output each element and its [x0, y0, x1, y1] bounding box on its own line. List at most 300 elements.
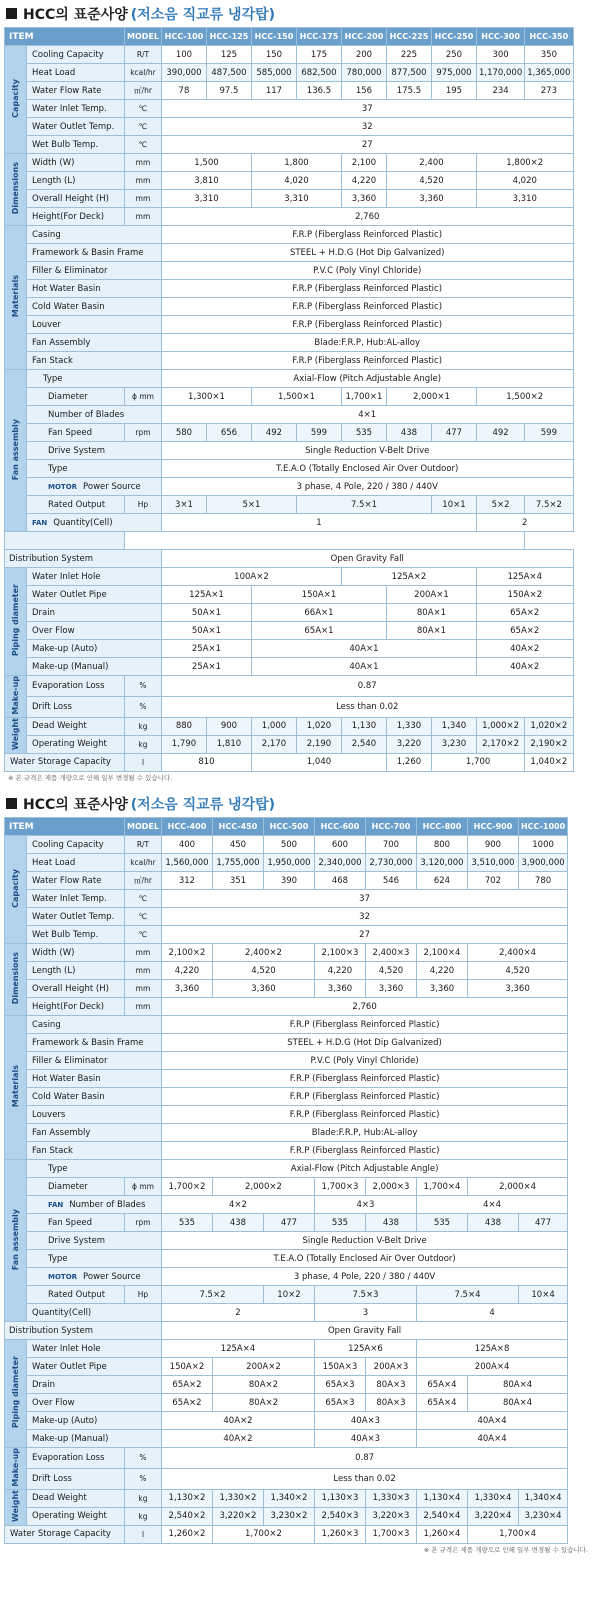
row-label: Framework & Basin Frame	[27, 1034, 162, 1052]
row-label: Type	[27, 1160, 162, 1178]
value-cell: 1,755,000	[212, 854, 263, 872]
value-cell: 125A×6	[314, 1340, 416, 1358]
table-row	[5, 1322, 568, 1340]
value-cell: 25A×1	[161, 658, 251, 676]
model-name: HCC-800	[416, 818, 467, 836]
spec-table-2	[4, 817, 568, 1544]
value-cell: 3,310	[251, 190, 341, 208]
value-cell: F.R.P (Fiberglass Reinforced Plastic)	[161, 352, 573, 370]
group-materials: Materials	[5, 1016, 27, 1160]
value-cell: 2,170	[251, 735, 296, 753]
value-cell: 535	[416, 1214, 467, 1232]
model-name: HCC-250	[431, 28, 476, 46]
group-capacity: Capacity	[5, 836, 27, 944]
group-weight: Weight	[5, 1489, 27, 1525]
value-cell: 80A×3	[365, 1394, 416, 1412]
table-row	[5, 244, 574, 262]
model-name: HCC-100	[161, 28, 206, 46]
table-row	[5, 550, 574, 568]
row-label	[5, 532, 125, 550]
row-label: Heat Load	[27, 854, 125, 872]
value-cell: 0.87	[161, 1448, 567, 1469]
table-row	[5, 1232, 568, 1250]
value-cell: 2,190×2	[525, 735, 573, 753]
table-row	[5, 1304, 568, 1322]
value-cell: 7.5×1	[296, 496, 431, 514]
value-cell: 3,360	[365, 980, 416, 998]
group-fan-assembly: Fan assembly	[5, 370, 27, 532]
item-header: ITEM	[5, 818, 125, 836]
value-cell: 40A×1	[251, 658, 476, 676]
row-unit: R/T	[125, 46, 162, 64]
value-cell: 438	[212, 1214, 263, 1232]
value-cell: Single Reduction V-Belt Drive	[161, 442, 573, 460]
value-cell: 200A×4	[416, 1358, 567, 1376]
value-cell: 1,700×4	[416, 1178, 467, 1196]
value-cell: 66A×1	[251, 604, 386, 622]
value-cell: 273	[525, 82, 573, 100]
table-row	[5, 1358, 568, 1376]
value-cell: 535	[314, 1214, 365, 1232]
value-cell: 2,170×2	[476, 735, 524, 753]
value-cell: 477	[518, 1214, 567, 1232]
value-cell: 2,400×3	[365, 944, 416, 962]
table-row	[5, 1214, 568, 1232]
value-cell: 4,220	[341, 172, 386, 190]
row-label: Type	[27, 370, 162, 388]
value-cell: 80A×2	[212, 1376, 314, 1394]
header-row	[5, 28, 574, 46]
value-cell: F.R.P (Fiberglass Reinforced Plastic)	[161, 298, 573, 316]
value-cell: 1,260×3	[314, 1525, 365, 1543]
table-row	[5, 280, 574, 298]
value-cell: 312	[161, 872, 212, 890]
row-label: Cooling Capacity	[27, 836, 125, 854]
value-cell: 780,000	[341, 64, 386, 82]
row-label: Louver	[27, 316, 162, 334]
model-name: HCC-450	[212, 818, 263, 836]
value-cell: 27	[161, 136, 573, 154]
row-label: Drain	[27, 1376, 162, 1394]
value-cell: 682,500	[296, 64, 341, 82]
row-unit: %	[125, 1448, 162, 1469]
value-cell: 7.5×4	[416, 1286, 518, 1304]
model-name: HCC-175	[296, 28, 341, 46]
table-row	[5, 388, 574, 406]
value-cell: 3,810	[161, 172, 251, 190]
value-cell: 4×2	[161, 1196, 314, 1214]
value-cell: 50A×1	[161, 622, 251, 640]
table-row	[5, 64, 574, 82]
value-cell: 1,130×2	[161, 1489, 212, 1507]
table-row	[5, 82, 574, 100]
table-row	[5, 735, 574, 753]
value-cell: 175	[296, 46, 341, 64]
row-label: Cold Water Basin	[27, 1088, 162, 1106]
row-label: Type	[27, 460, 162, 478]
spec-table-1	[4, 27, 574, 772]
value-cell: 80A×4	[467, 1376, 567, 1394]
value-cell: 3×1	[161, 496, 206, 514]
group-capacity: Capacity	[5, 46, 27, 154]
value-cell: 125A×1	[161, 586, 251, 604]
model-name: HCC-350	[525, 28, 573, 46]
row-unit: R/T	[125, 836, 162, 854]
value-cell: 2,730,000	[365, 854, 416, 872]
table-row	[5, 1394, 568, 1412]
value-cell: 3,360	[161, 980, 212, 998]
row-label: Louvers	[27, 1106, 162, 1124]
value-cell: 1,340	[431, 717, 476, 735]
value-cell: 580	[161, 424, 206, 442]
table-row	[5, 1160, 568, 1178]
table-row	[5, 658, 574, 676]
group-makeup: Make-up	[5, 676, 27, 718]
value-cell: 4	[416, 1304, 567, 1322]
value-cell: Single Reduction V-Belt Drive	[161, 1232, 567, 1250]
value-cell: 1,000×2	[476, 717, 524, 735]
value-cell: 4,020	[251, 172, 341, 190]
value-cell: 4×1	[161, 406, 573, 424]
row-label: Water Outlet Pipe	[27, 1358, 162, 1376]
row-unit: Hp	[125, 1286, 162, 1304]
value-cell: 1,130	[341, 717, 386, 735]
row-label: Drift Loss	[27, 696, 125, 717]
title-sub: (저소음 직교류 냉각탑)	[130, 6, 276, 23]
value-cell: 4×4	[416, 1196, 567, 1214]
model-name: HCC-150	[251, 28, 296, 46]
table-row	[5, 1178, 568, 1196]
value-cell: 1,700×2	[212, 1525, 314, 1543]
table-row	[5, 1268, 568, 1286]
row-label: Make-up (Manual)	[27, 1430, 162, 1448]
value-cell: 351	[212, 872, 263, 890]
table-row	[5, 604, 574, 622]
value-cell: 900	[206, 717, 251, 735]
value-cell: 2,000×2	[212, 1178, 314, 1196]
table-row	[5, 154, 574, 172]
model-name: HCC-400	[161, 818, 212, 836]
value-cell: 2,540	[341, 735, 386, 753]
title-main: HCC의 표준사양	[23, 796, 128, 813]
row-label: Drive System	[27, 1232, 162, 1250]
group-piping: Piping diameter	[5, 1340, 27, 1448]
fan-group-label: FAN	[32, 518, 48, 527]
spacer-cell	[125, 532, 525, 550]
value-cell: 2,100	[341, 154, 386, 172]
value-cell: 40A×2	[476, 658, 573, 676]
value-cell: 2,400×2	[212, 944, 314, 962]
value-cell: 7.5×3	[314, 1286, 416, 1304]
model-header: MODEL	[125, 818, 162, 836]
value-cell: 10×2	[263, 1286, 314, 1304]
value-cell: 80A×2	[212, 1394, 314, 1412]
value-cell: 1,700×3	[365, 1525, 416, 1543]
value-cell: 80A×4	[467, 1394, 567, 1412]
row-label: Evaporation Loss	[27, 676, 125, 697]
value-cell: 3,360	[467, 980, 567, 998]
value-cell: 3,220×3	[365, 1507, 416, 1525]
model-name: HCC-500	[263, 818, 314, 836]
value-cell: 3,510,000	[467, 854, 518, 872]
table-row	[5, 717, 574, 735]
value-cell: 65A×2	[161, 1394, 212, 1412]
row-label: Over Flow	[27, 1394, 162, 1412]
value-cell: 5×2	[476, 496, 524, 514]
value-cell: 1,560,000	[161, 854, 212, 872]
row-label: Water Outlet Temp.	[27, 118, 125, 136]
row-unit: ℃	[125, 926, 162, 944]
header-row	[5, 818, 568, 836]
value-cell: 300	[476, 46, 524, 64]
value-cell: 3,230	[431, 735, 476, 753]
value-cell: 150A×1	[251, 586, 386, 604]
value-cell: 1000	[518, 836, 567, 854]
row-unit: %	[125, 1468, 162, 1489]
value-cell: 65A×2	[476, 604, 573, 622]
title-sub: (저소음 직교류 냉각탑)	[130, 796, 276, 813]
value-cell: Axial-Flow (Pitch Adjustable Angle)	[161, 1160, 567, 1178]
table-row	[5, 1106, 568, 1124]
value-cell: 25A×1	[161, 640, 251, 658]
table-row	[5, 908, 568, 926]
value-cell: 1,340×4	[518, 1489, 567, 1507]
row-label: Overall Height (H)	[27, 980, 125, 998]
row-label: Height(For Deck)	[27, 998, 125, 1016]
model-name: HCC-300	[476, 28, 524, 46]
group-dimensions: Dimensions	[5, 154, 27, 226]
value-cell: 200A×1	[386, 586, 476, 604]
value-cell: 468	[314, 872, 365, 890]
row-unit: ㎥/hr	[125, 82, 162, 100]
row-label: Width (W)	[27, 154, 125, 172]
model-name: HCC-600	[314, 818, 365, 836]
model-name: HCC-200	[341, 28, 386, 46]
row-unit: ϕ mm	[125, 388, 162, 406]
value-cell: 4,220	[314, 962, 365, 980]
value-cell: 0.87	[161, 676, 573, 697]
value-cell: 4,220	[161, 962, 212, 980]
value-cell: 125A×2	[341, 568, 476, 586]
row-unit: ㎥/hr	[125, 872, 162, 890]
value-cell: 1,130×4	[416, 1489, 467, 1507]
table-row	[5, 1124, 568, 1142]
value-cell: 450	[212, 836, 263, 854]
table-row	[5, 998, 568, 1016]
value-cell: 438	[386, 424, 431, 442]
value-cell: 150A×3	[314, 1358, 365, 1376]
row-label: Cooling Capacity	[27, 46, 125, 64]
row-unit: rpm	[125, 1214, 162, 1232]
value-cell: 100A×2	[161, 568, 341, 586]
value-cell: 3,900,000	[518, 854, 567, 872]
value-cell: 1,040×2	[525, 753, 573, 771]
row-label: Wet Bulb Temp.	[27, 926, 125, 944]
spec-section-2	[0, 790, 602, 1600]
group-fan-assembly: Fan assembly	[5, 1160, 27, 1322]
row-label: FAN Quantity(Cell)	[27, 514, 162, 532]
value-cell: 97.5	[206, 82, 251, 100]
value-cell: 175.5	[386, 82, 431, 100]
value-cell: F.R.P (Fiberglass Reinforced Plastic)	[161, 1106, 567, 1124]
table-row	[5, 872, 568, 890]
row-label: Fan Speed	[27, 1214, 125, 1232]
table-row	[5, 586, 574, 604]
row-label: Over Flow	[27, 622, 162, 640]
table-row	[5, 836, 568, 854]
table-row	[5, 136, 574, 154]
motor-group-label: MOTOR	[48, 1272, 78, 1281]
row-unit: kg	[125, 735, 162, 753]
value-cell: 2,540×3	[314, 1507, 365, 1525]
value-cell: 656	[206, 424, 251, 442]
value-cell: 4,520	[386, 172, 476, 190]
group-materials: Materials	[5, 226, 27, 370]
row-label: Distribution System	[5, 550, 162, 568]
value-cell: 7.5×2	[161, 1286, 263, 1304]
value-cell: 1,500×1	[251, 388, 341, 406]
value-cell: 2,000×4	[467, 1178, 567, 1196]
table-row	[5, 1489, 568, 1507]
value-cell: 880	[161, 717, 206, 735]
row-label: Drain	[27, 604, 162, 622]
row-unit: kg	[125, 717, 162, 735]
table-row	[5, 1142, 568, 1160]
value-cell: 3,220×4	[467, 1507, 518, 1525]
row-unit: mm	[125, 998, 162, 1016]
value-cell: 136.5	[296, 82, 341, 100]
table-row	[5, 424, 574, 442]
table-row	[5, 46, 574, 64]
section-title	[0, 0, 602, 27]
row-unit: ℃	[125, 100, 162, 118]
value-cell: 800	[416, 836, 467, 854]
row-label: Height(For Deck)	[27, 208, 125, 226]
table-row	[5, 496, 574, 514]
value-cell: 1,330	[386, 717, 431, 735]
table-row	[5, 532, 574, 550]
value-cell: 234	[476, 82, 524, 100]
value-cell: 3,220	[386, 735, 431, 753]
value-cell: 65A×3	[314, 1394, 365, 1412]
table-row	[5, 753, 574, 771]
value-cell: 2,190	[296, 735, 341, 753]
value-cell: 2	[476, 514, 573, 532]
value-cell: 2,100×3	[314, 944, 365, 962]
table-row	[5, 334, 574, 352]
value-cell: 585,000	[251, 64, 296, 82]
value-cell: 2,100×4	[416, 944, 467, 962]
value-cell: P.V.C (Poly Vinyl Chloride)	[161, 262, 573, 280]
value-cell: 2,100×2	[161, 944, 212, 962]
value-cell: 1,365,000	[525, 64, 573, 82]
value-cell: 250	[431, 46, 476, 64]
value-cell: 624	[416, 872, 467, 890]
row-label: MOTOR Power Source	[27, 478, 162, 496]
value-cell: 4,520	[212, 962, 314, 980]
row-label: Casing	[27, 1016, 162, 1034]
value-cell: 2,000×1	[386, 388, 476, 406]
value-cell: 65A×2	[476, 622, 573, 640]
row-label: Overall Height (H)	[27, 190, 125, 208]
spec-section-1	[0, 0, 602, 790]
value-cell: 150	[251, 46, 296, 64]
row-label: Length (L)	[27, 172, 125, 190]
row-label: Drift Loss	[27, 1468, 125, 1489]
row-label: Number of Blades	[27, 406, 162, 424]
row-label: Drive System	[27, 442, 162, 460]
row-unit: mm	[125, 962, 162, 980]
value-cell: 150A×2	[476, 586, 573, 604]
value-cell: 65A×1	[251, 622, 386, 640]
value-cell: 80A×3	[365, 1376, 416, 1394]
value-cell: 40A×2	[476, 640, 573, 658]
row-unit: l	[125, 1525, 162, 1543]
value-cell: 195	[431, 82, 476, 100]
value-cell: 65A×4	[416, 1376, 467, 1394]
value-cell: 1,330×3	[365, 1489, 416, 1507]
value-cell: 492	[476, 424, 524, 442]
row-label: Fan Assembly	[27, 1124, 162, 1142]
value-cell: 1,330×2	[212, 1489, 263, 1507]
table-row	[5, 676, 574, 697]
value-cell: 1,040	[251, 753, 386, 771]
value-cell: F.R.P (Fiberglass Reinforced Plastic)	[161, 226, 573, 244]
model-name: HCC-1000	[518, 818, 567, 836]
table-row	[5, 1286, 568, 1304]
row-unit: %	[125, 676, 162, 697]
row-label: Quantity(Cell)	[27, 1304, 162, 1322]
table-row	[5, 208, 574, 226]
square-bullet-icon	[6, 8, 17, 19]
value-cell: 599	[296, 424, 341, 442]
value-cell: 975,000	[431, 64, 476, 82]
value-cell: 1,020×2	[525, 717, 573, 735]
value-cell: 3,120,000	[416, 854, 467, 872]
table-row	[5, 226, 574, 244]
table-row	[5, 622, 574, 640]
value-cell: 200A×2	[212, 1358, 314, 1376]
value-cell: 1,790	[161, 735, 206, 753]
model-name: HCC-700	[365, 818, 416, 836]
table-row	[5, 854, 568, 872]
row-label: Fan Stack	[27, 352, 162, 370]
value-cell: 200	[341, 46, 386, 64]
row-unit: mm	[125, 172, 162, 190]
value-cell: 1,700×3	[314, 1178, 365, 1196]
row-unit: l	[125, 753, 162, 771]
row-unit: kg	[125, 1507, 162, 1525]
row-label: Wet Bulb Temp.	[27, 136, 125, 154]
row-unit: ϕ mm	[125, 1178, 162, 1196]
value-cell: 1,330×4	[467, 1489, 518, 1507]
table-row	[5, 1507, 568, 1525]
value-cell: 1,700	[431, 753, 524, 771]
value-cell: 3,360	[341, 190, 386, 208]
value-cell: 1,700×2	[161, 1178, 212, 1196]
table-row	[5, 172, 574, 190]
value-cell: 3,360	[386, 190, 476, 208]
value-cell: Open Gravity Fall	[161, 1322, 567, 1340]
value-cell: 40A×3	[314, 1412, 416, 1430]
row-unit: kcal/hr	[125, 854, 162, 872]
value-cell: 32	[161, 118, 573, 136]
table-row	[5, 1196, 568, 1214]
row-label: Water Outlet Temp.	[27, 908, 125, 926]
value-cell: Blade:F.R.P, Hub:AL-alloy	[161, 1124, 567, 1142]
value-cell: 40A×2	[161, 1412, 314, 1430]
row-label: MOTOR Power Source	[27, 1268, 162, 1286]
